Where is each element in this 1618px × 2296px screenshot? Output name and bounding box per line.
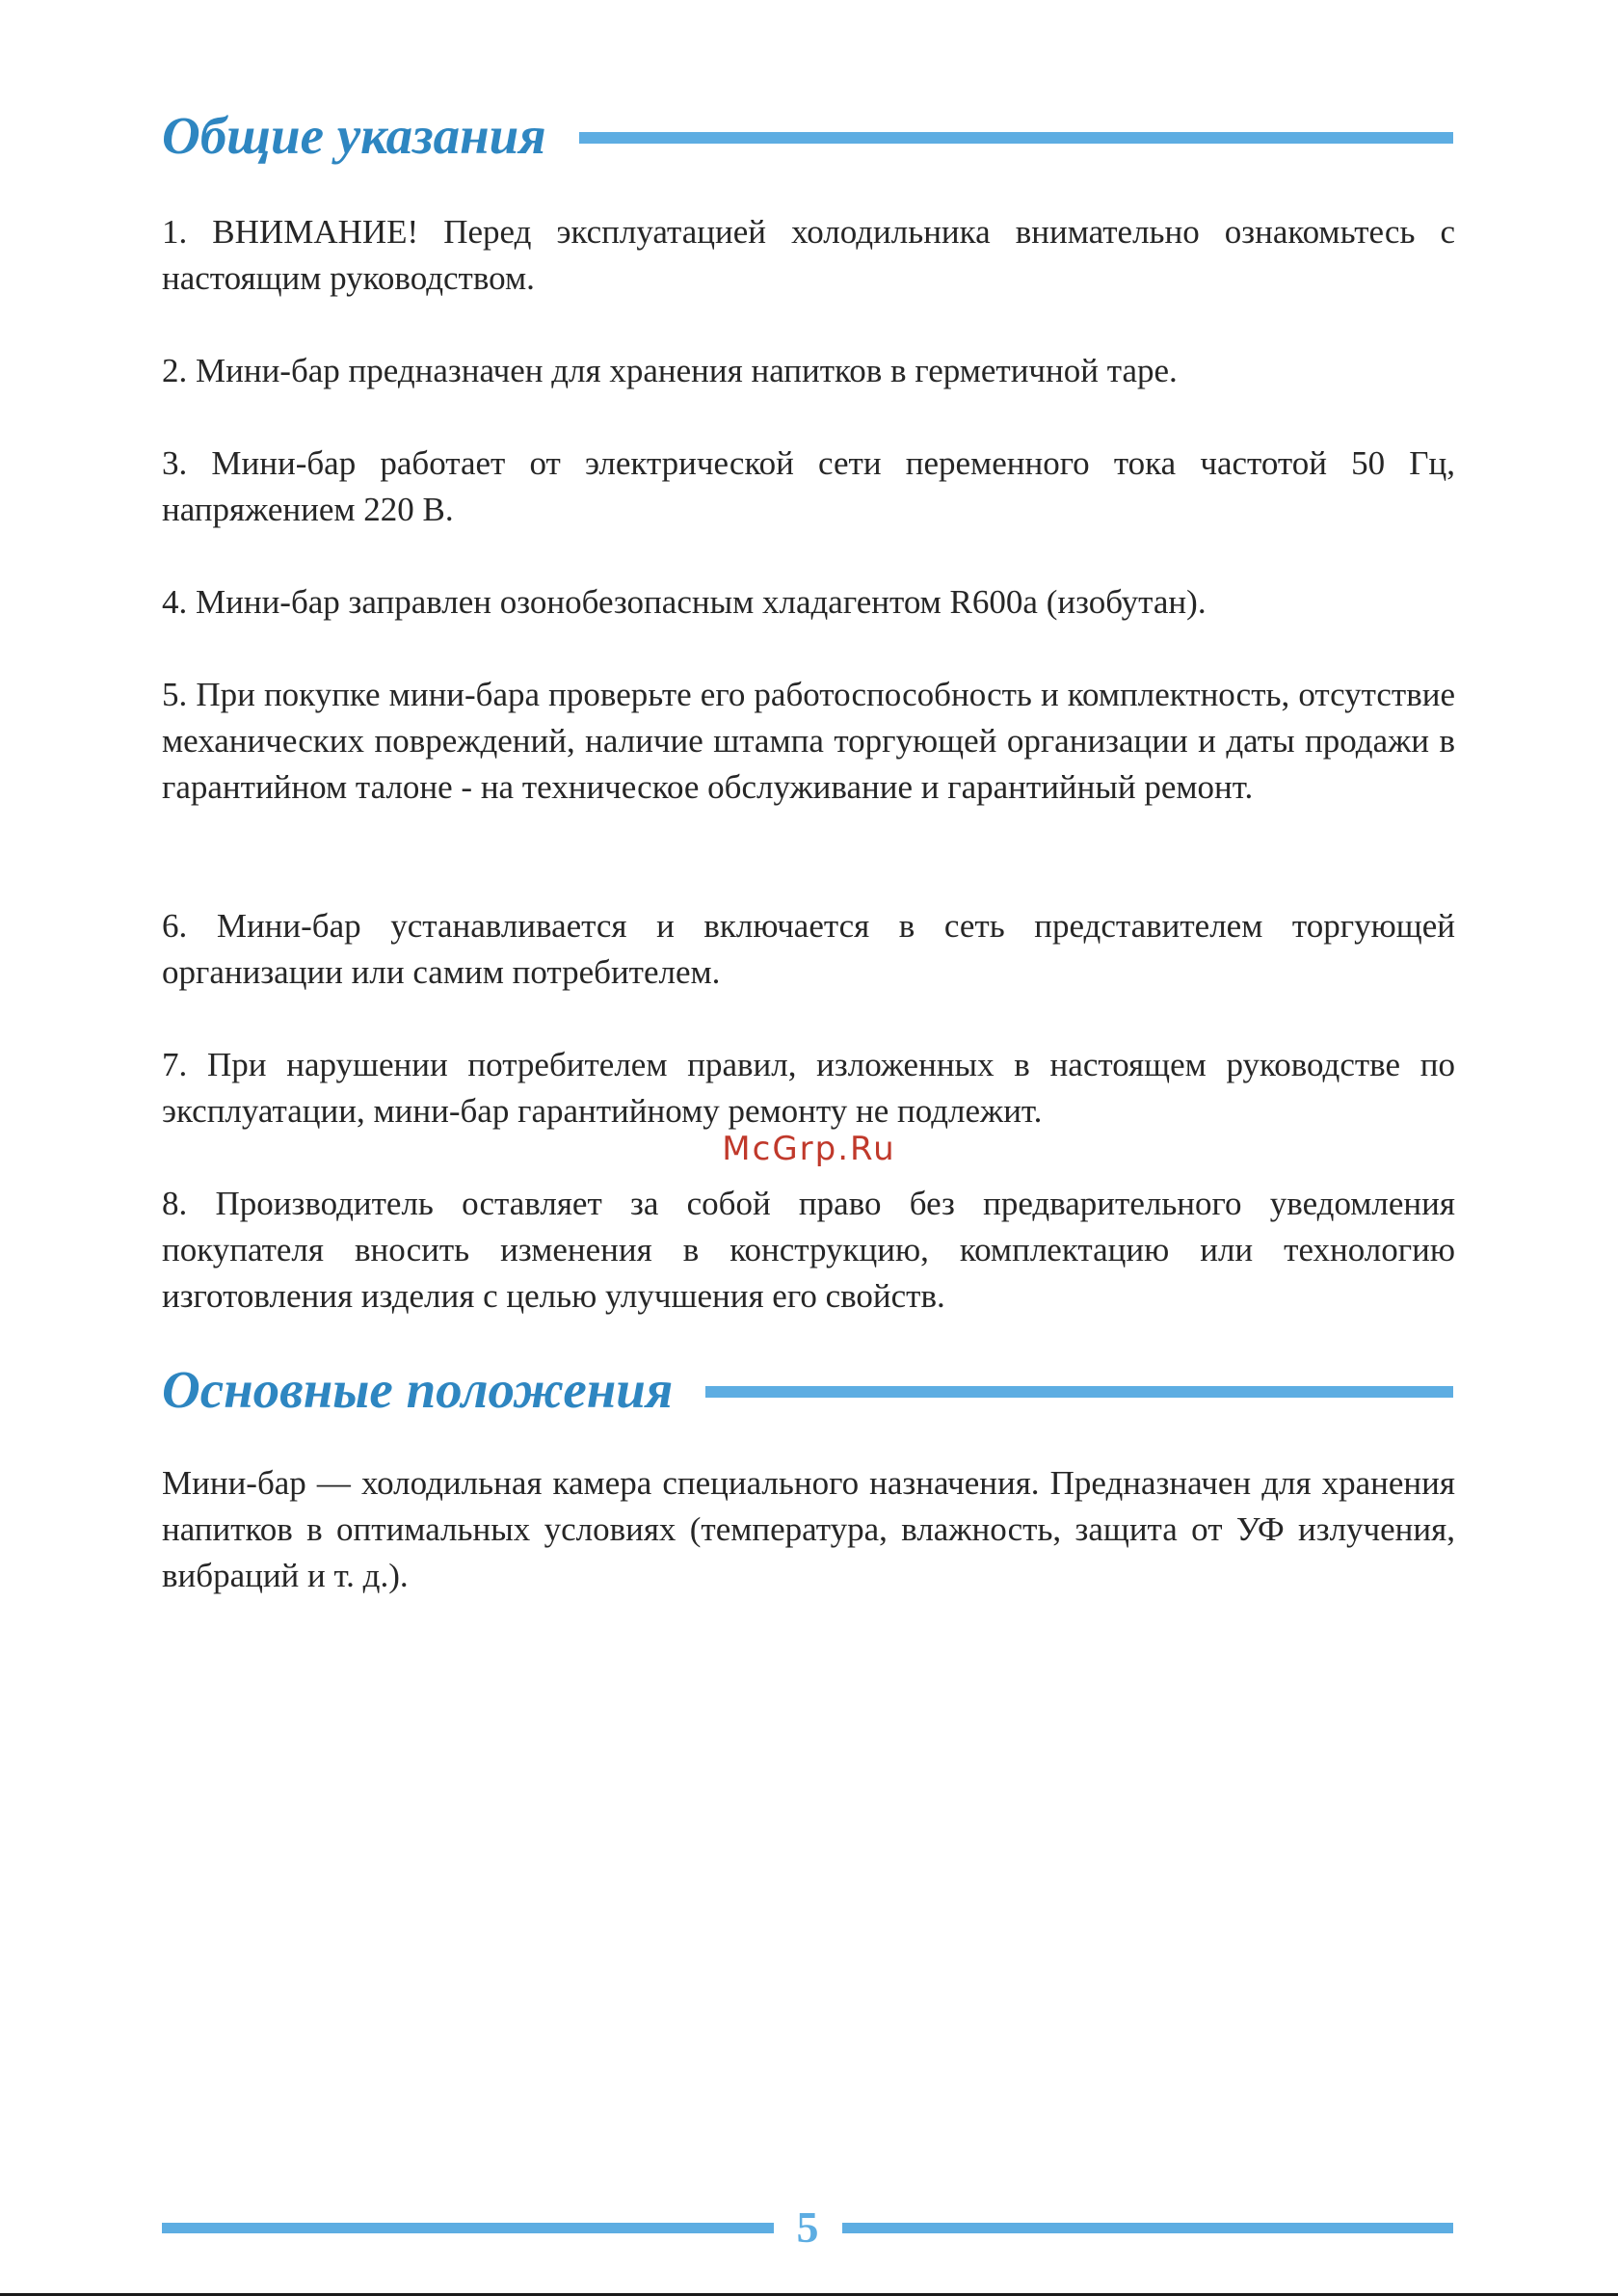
- instruction-8: 8. Производитель оставляет за собой право без предварительного уведомления покупателя вносить изменения в конструкцию, комплектацию или технологию изготовления изделия с целью улучшения его свойств.: [162, 1185, 1455, 1315]
- section-heading-basics: [162, 1355, 1453, 1423]
- heading-rule: [579, 132, 1453, 144]
- instruction-5: 5. При покупке мини-бара проверьте его работоспособность и комплектность, отсутствие механических повреждений, наличие штампа торгующей организации и даты продажи в гарантийном талоне - на техническое обслуживание и гарантийный ремонт.: [162, 676, 1455, 806]
- basics-paragraph: Мини-бар — холодильная камера специального назначения. Предназначен для хранения напитков в оптимальных условиях (температура, влажность, защита от УФ излучения, вибраций и т. д.).: [162, 1464, 1455, 1594]
- footer-rule-left: [162, 2223, 774, 2233]
- instruction-2: 2. Мини-бар предназначен для хранения напитков в герметичной таре.: [162, 352, 1178, 389]
- instruction-4: 4. Мини-бар заправлен озонобезопасным хладагентом R600a (изобутан).: [162, 583, 1207, 621]
- instruction-3: 3. Мини-бар работает от электрической сети переменного тока частотой 50 Гц, напряжением 220 В.: [162, 444, 1455, 528]
- page-number: 5: [796, 2203, 819, 2252]
- instruction-1: 1. ВНИМАНИЕ! Перед эксплуатацией холодильника внимательно ознакомьтесь с настоящим руководством.: [162, 213, 1455, 297]
- page-footer: [162, 2203, 1453, 2252]
- section-heading-general: [162, 101, 1453, 169]
- instruction-7: 7. При нарушении потребителем правил, изложенных в настоящем руководстве по эксплуатации, мини-бар гарантийному ремонту не подлежит.: [162, 1046, 1455, 1130]
- section-title-basics: Основные положения: [162, 1359, 674, 1419]
- instruction-6: 6. Мини-бар устанавливается и включается в сеть представителем торгующей организации или самим потребителем.: [162, 907, 1455, 991]
- watermark: McGrp.Ru: [722, 1130, 896, 1168]
- heading-rule: [705, 1386, 1453, 1398]
- section-title-general: Общие указания: [162, 105, 546, 165]
- footer-rule-right: [842, 2223, 1454, 2233]
